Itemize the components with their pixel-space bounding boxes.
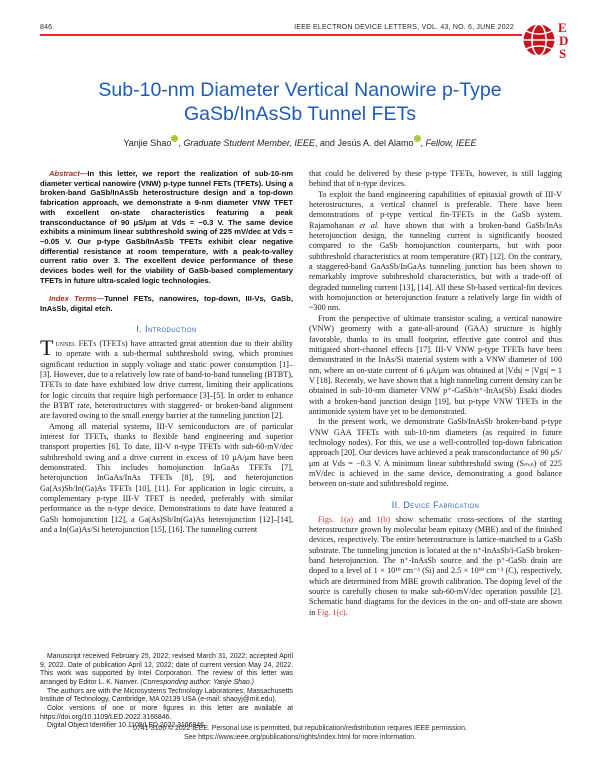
footer-line-1: 0741-3106 © 2022 IEEE. Personal use is permitted, but republication/redistribution requires IEEE permission. (133, 725, 467, 732)
ieee-eds-logo-icon (522, 18, 572, 62)
intro-paragraph-2: Among all material systems, III-V semiconductors are of particular interest for TFETs, thanks to flexible band engineering and superior transport properties [6]. To date, III-V n-type TFETs with sub-60-mV/dec subthreshold swing and a drive current in excess of 10 μA/μm have been demonstrated. This includes homojunction InGaAs TFETs [7], heterojunction InGaAs/InAs TFETs [8], [9], and heterojunction Ga(As)Sb/In(Ga)As TFETs [10], [11]. For application in logic circuits, a complementary p-type III-V TFET is needed, preferably with similar performance as the n-type device. Demonstrations to date have featured a GaSb homojunction [12], a Ga(As)Sb/In(Ga)As heterojunction [12]–[14], and a In(Ga)As/Si heterojunction [15], [16]. The tunneling current (40, 421, 293, 535)
index-terms-lead-in: Index Terms (49, 294, 97, 304)
drop-cap: T (40, 334, 54, 360)
introduction-body (40, 334, 293, 536)
figure-reference-1b[interactable]: 1(b) (376, 514, 391, 524)
footnote-manuscript (40, 653, 293, 688)
author-name-1: Yanjie Shao (123, 138, 172, 148)
first-page-footnote (40, 653, 293, 731)
title-block (0, 78, 600, 148)
right-paragraph-2-text-b: have shown that with a broken-band GaSb/InAs heterojunction design, the tunneling current is significantly boosted compared to the GaSb homojunction counterparts, but with poor subthreshold characteristics at room temperature (RT) [12]. On the contrary, a staggered-band GaAsSb/InGaAs tunneling junction has been shown to remarkably improve subthreshold characteristics, but with a trade-off of degraded tunneling current [13], [14]. All these Sb-based vertical-fin devices with homojunction or heterojunction feature a relatively large fin width of ~300 nm. (309, 220, 563, 313)
fabrication-paragraph-1 (309, 515, 562, 618)
figure-reference-1c[interactable]: Fig. 1(c) (317, 607, 346, 617)
eds-letter-s: S (559, 46, 567, 61)
paper-title (0, 78, 600, 126)
abstract (40, 169, 293, 285)
author-role-1: Graduate Student Member, IEEE (183, 138, 315, 148)
authors-line (0, 135, 600, 148)
section-heading-device-fabrication: II. Device Fabrication (391, 499, 480, 510)
intro-paragraph-1 (40, 334, 293, 422)
fabrication-text-end: . (345, 607, 348, 617)
two-column-body (0, 169, 600, 731)
right-paragraph-1: that could be delivered by these p-type TFETs, however, is still lagging behind that of n-type devices. (309, 169, 562, 189)
author-role-2: Fellow, IEEE (425, 138, 477, 148)
footer-line-2: See https://www.ieee.org/publications/rights/index.html for more information. (183, 733, 417, 741)
eds-letter-d: D (559, 33, 569, 48)
right-paragraph-2-text-a: To exploit the band engineering capabilities of epitaxial growth of III-V heterostructures, a vertical channel is preferable. There have been demonstrations of p-type vertical fin-TFETs in the GaSb system. Rajamohanan (309, 189, 562, 230)
fabrication-text-mid: and (353, 514, 377, 524)
footer-copyright (0, 725, 600, 743)
orcid-icon[interactable] (414, 135, 421, 142)
abstract-text: In this letter, we report the realization of sub-10-nm diameter vertical nanowire (VNW) p-type tunnel FETs (TFETs). Using a broken-band GaSb/InAsSb heterostructure design and a top-down fabrication approach, we demonstrate a 9-nm diameter VNW TFET with excellent on-state characteristics featuring a peak transconductance of 90 μS/μm at Vds = −0.3 V. The same device exhibits a minimum linear subthreshold swing of 225 mV/dec at Vds = −0.05 V. Our p-type GaSb/InAsSb TFETs exhibit clear negative differential resistance at room temperature, with a peak-to-valley current ratio over 3. The excellent device performance of these devices bodes well for the viability of GaSb-based complementary TFETs in future ultra-scaled logic technologies. (40, 169, 293, 285)
eds-letter-e: E (558, 20, 567, 35)
abstract-dash: — (79, 169, 88, 178)
header-rule (40, 34, 522, 36)
paper-title-line2: GaSb/InAsSb Tunnel FETs (184, 103, 416, 125)
index-terms (40, 294, 293, 313)
journal-reference: IEEE ELECTRON DEVICE LETTERS, VOL. 43, NO. 6, JUNE 2022 (294, 24, 514, 31)
right-paragraph-4: In the present work, we demonstrate GaSb/InAsSb broken-band p-type VNW GAA TFETs with sub-10-nm diameters (as required in future technology nodes). For this, we use a well-controlled top-down fabrication approach [20]. Our devices have achieved a peak transconductance of 90 μS/μm at Vds = −0.3 V. A minimum linear subthreshold swing (Sₘᵢₙ) of 225 mV/dec is achieved in the same device, demonstrating a good balance between on-state and subthreshold regime. (309, 417, 562, 489)
journal-header (0, 0, 600, 62)
footnote-corresponding-author: (Corresponding author: Yanjie Shao.) (140, 679, 254, 687)
page-number: 846 (40, 24, 53, 31)
author-separator: , (420, 138, 426, 148)
author-separator: , and (314, 138, 338, 148)
fabrication-text-body: show schematic cross-sections of the starting heterostructure grown by molecular beam epitaxy (MBE) and of the finished devices, respectively. The entire heterostructure is lattice-matched to a GaSb substrate. The tunneling junction is located at the n⁺-InAsSb/i-GaSb broken-band heterojunction. The n⁺-InAsSb source and the p⁺-GaSb drain are doped to a level of 1 × 10¹⁹ cm⁻³ (Si) and 2.5 × 10¹⁹ cm⁻³ (C), respectively, which are determined from MBE growth calibration. The doping level of the source is carefully chosen to make sub-60-mV/dec operation possible [2]. Schematic band diagrams for the devices in the on- and off-state are shown in (309, 514, 562, 617)
footnote-color-versions (40, 705, 293, 722)
footnote-doi: Digital Object Identifier 10.1109/LED.2022.3166846 (47, 722, 204, 730)
intro-paragraph-1-text: have attracted great attention due to their ability to operate with a sub-thermal subthreshold swing, which promises significant reduction in supply voltage and static power consumption [1]–[3]. However, due to a relatively low rate of band-to-band tunneling (BTBT), TFETs to date have exhibited low drive current, limiting their applications for logic circuits that require high performance [3]–[5]. In order to enhance the BTBT rate, heterostructures with staggered- or broken-band alignment are favored owing to the small energy barrier at the tunneling junction [2]. (40, 338, 293, 421)
paper-title-line1: Sub-10-nm Diameter Vertical Nanowire p-Type (98, 79, 502, 101)
index-terms-dash: — (96, 294, 105, 304)
device-fabrication-body (309, 515, 562, 618)
right-paragraph-2 (309, 190, 562, 314)
et-al-italic: et al. (359, 220, 380, 230)
abstract-lead-in: Abstract (49, 169, 80, 178)
index-terms-text: Tunnel FETs, nanowires, top-down, III-Vs, GaSb, InAsSb, digital etch. (40, 294, 293, 314)
author-separator: , (178, 138, 184, 148)
doi-link[interactable]: https://doi.org/10.1109/LED.2022.3166846. (40, 713, 172, 721)
right-column-body (309, 169, 562, 490)
column-right (309, 169, 562, 731)
footnote-affiliation: The authors are with the Microsystems Technology Laboratories, Massachusetts Institute of Technology, Cambridge, MA 02139 USA (e-mail: shaoyj@mit.edu). (40, 687, 293, 704)
author-name-2: Jesús A. del Alamo (337, 138, 414, 148)
section-heading-introduction: I. Introduction (136, 323, 197, 334)
figure-reference-1a[interactable]: Figs. 1(a) (318, 514, 354, 524)
right-paragraph-3: From the perspective of ultimate transistor scaling, a vertical nanowire (VNW) geometry with a gate-all-around (GAA) structure is highly favorable, thanks to its small footprint, effective gate control and thus mitigated short-channel effects [17]. III-V VNW p-type TFETs have been demonstrated in the InAs/Si material system with a VNW diameter of 100 nm, where an on-state current of 6 μA/μm was obtained at |Vds| = |Vgs| = 1 V [18]. Recently, we have shown that a high tunneling current density can be obtained in sub-10-nm diameter VNW p⁺-GaSb/n⁺-InAs(Sb) Esaki diodes with a broken-band junction design [19], but p-type VNW TFETs in the antimonide system have yet to be demonstrated. (309, 313, 562, 416)
footnote-color-versions-text: Color versions of one or more figures in this letter are available at (47, 705, 293, 713)
footnote-manuscript-text: Manuscript received February 25, 2022; revised March 31, 2022; accepted April 9, 2022. Date of publication April 12, 2022; date of current version May 24, 2022. This work was supported by Intel Corporation. The review of this letter was arranged by Editor L. K. Nanver. (40, 653, 293, 687)
column-left (40, 169, 293, 731)
intro-small-caps: unnel FETs (TFETs) (55, 338, 128, 348)
